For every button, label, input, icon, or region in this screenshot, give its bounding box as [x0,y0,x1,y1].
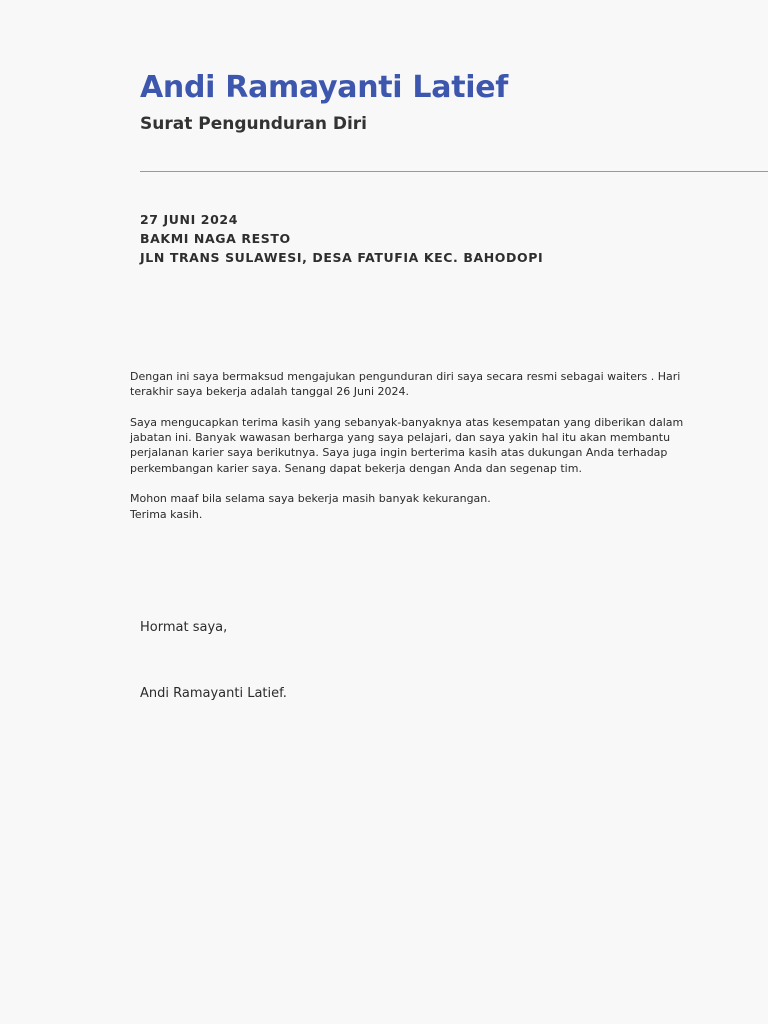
closing-salutation: Hormat saya, [140,620,228,635]
sender-name: Andi Ramayanti Latief [140,70,509,105]
recipient-address: JLN TRANS SULAWESI, DESA FATUFIA KEC. BAHODOPI [140,250,544,265]
letter-body [130,369,690,522]
header-divider [140,171,768,172]
recipient-company: BAKMI NAGA RESTO [140,231,291,246]
letter-title: Surat Pengunduran Diri [140,114,368,134]
signature-name: Andi Ramayanti Latief. [140,686,287,701]
body-paragraph-3-line-2: Terima kasih. [130,507,203,521]
body-paragraph-1: Dengan ini saya bermaksud mengajukan pengunduran diri saya secara resmi sebagai waiters . Hari terakhir saya bekerja adalah tanggal 26 Juni 2024. [130,370,681,399]
body-paragraph-2: Saya mengucapkan terima kasih yang sebanyak-banyaknya atas kesempatan yang diberikan dalam jabatan ini. Banyak wawasan berharga yang saya pelajari, dan saya yakin hal itu akan membantu perjalanan karier saya berikutnya. Saya juga ingin berterima kasih atas dukungan Anda terhadap perkembangan karier saya. Senang dapat bekerja dengan Anda dan segenap tim. [130,415,684,475]
letter-date: 27 JUNI 2024 [140,212,239,227]
body-paragraph-3-line-1: Mohon maaf bila selama saya bekerja masih banyak kekurangan. [130,492,491,506]
recipient-block [140,210,543,267]
